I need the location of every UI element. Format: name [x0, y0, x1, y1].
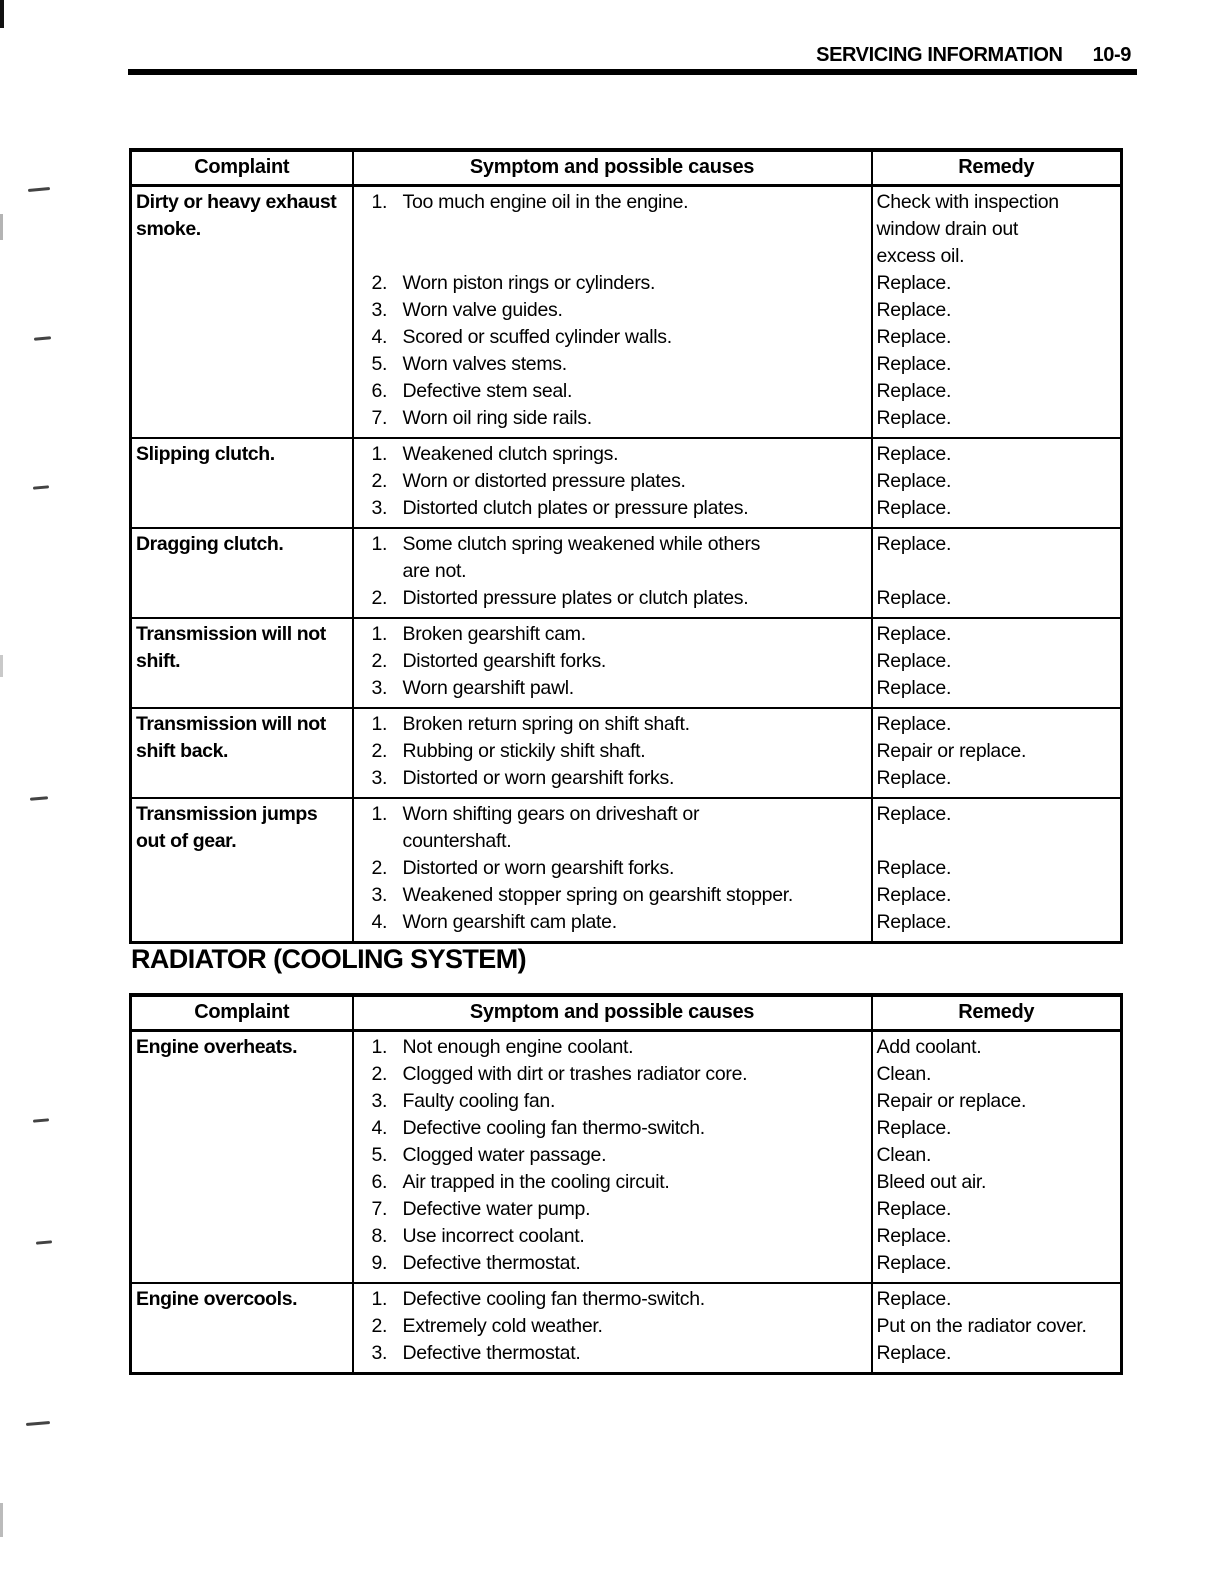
- symptom-text: Too much engine oil in the engine.: [402, 191, 689, 213]
- item-number: 2.: [371, 470, 388, 492]
- item-number: 5.: [371, 1144, 388, 1166]
- item-number: 1.: [371, 533, 388, 555]
- symptom-text: Some clutch spring weakened while others: [402, 533, 761, 555]
- remedy-line: Add coolant.: [876, 1036, 982, 1058]
- remedy-line: Replace.: [876, 677, 952, 699]
- remedy-line: Replace.: [876, 497, 952, 519]
- remedy-line: Replace.: [876, 380, 952, 402]
- item-number: 2.: [371, 650, 388, 672]
- item-number: 3.: [371, 767, 388, 789]
- remedy-line: Replace.: [876, 911, 952, 933]
- symptom-text: are not.: [402, 560, 467, 582]
- remedy-line: Check with inspection: [876, 191, 1059, 213]
- symptom-text: Worn gearshift cam plate.: [402, 911, 617, 933]
- scan-edge-artifact: [0, 214, 3, 240]
- item-number: 4.: [371, 1117, 388, 1139]
- item-number: 2.: [371, 1063, 388, 1085]
- symptom-text: Rubbing or stickily shift shaft.: [402, 740, 646, 762]
- symptom-text: Worn gearshift pawl.: [402, 677, 574, 699]
- table-row: [131, 438, 1122, 528]
- symptom-text: Weakened clutch springs.: [402, 443, 619, 465]
- symptom-line: [358, 441, 867, 468]
- symptom-line: [358, 495, 867, 522]
- remedy-line: Clean.: [876, 1144, 932, 1166]
- symptom-text: Air trapped in the cooling circuit.: [402, 1171, 670, 1193]
- scan-edge-artifact: [0, 1503, 3, 1537]
- symptom-line: [358, 216, 867, 243]
- symptom-text: Distorted clutch plates or pressure plates.: [402, 497, 749, 519]
- complaint-cell: Slipping clutch.: [131, 438, 353, 528]
- remedy-line: Replace.: [876, 587, 952, 609]
- remedy-cell: [872, 618, 1122, 708]
- remedy-cell: [872, 1283, 1122, 1374]
- remedy-line: Replace.: [876, 443, 952, 465]
- symptom-line: [358, 189, 867, 216]
- symptom-cell: [353, 798, 872, 943]
- symptom-line: [358, 1196, 867, 1223]
- symptom-cell: [353, 1031, 872, 1284]
- scan-mark-artifact: [36, 1240, 52, 1244]
- symptom-text: countershaft.: [402, 830, 512, 852]
- item-number: 2.: [371, 1315, 388, 1337]
- remedy-line: Replace.: [876, 1342, 952, 1364]
- item-number: 7.: [371, 407, 388, 429]
- item-number: 3.: [371, 677, 388, 699]
- symptom-text: Weakened stopper spring on gearshift stopper.: [402, 884, 793, 906]
- remedy-line: Replace.: [876, 767, 952, 789]
- symptom-line: [358, 270, 867, 297]
- item-number: 2.: [371, 740, 388, 762]
- symptom-text: Distorted gearshift forks.: [402, 650, 607, 672]
- symptom-text: Worn valve guides.: [402, 299, 563, 321]
- complaint-cell: Transmission will not shift back.: [131, 708, 353, 798]
- symptom-line: [358, 531, 867, 558]
- remedy-line: Repair or replace.: [876, 1090, 1027, 1112]
- symptom-line: [358, 378, 867, 405]
- symptom-cell: [353, 1283, 872, 1374]
- table-row: [131, 186, 1122, 439]
- remedy-line: Replace.: [876, 533, 952, 555]
- symptom-cell: [353, 186, 872, 439]
- table-header-row: [131, 150, 1122, 186]
- symptom-line: [358, 882, 867, 909]
- complaint-cell: Transmission jumps out of gear.: [131, 798, 353, 943]
- symptom-text: Faulty cooling fan.: [402, 1090, 556, 1112]
- symptom-line: [358, 324, 867, 351]
- symptom-text: Use incorrect coolant.: [402, 1225, 585, 1247]
- symptom-line: [358, 648, 867, 675]
- item-number: 4.: [371, 326, 388, 348]
- symptom-text: Not enough engine coolant.: [402, 1036, 634, 1058]
- scan-mark-artifact: [30, 796, 48, 801]
- remedy-line: Replace.: [876, 884, 952, 906]
- column-header-complaint: Complaint: [131, 150, 353, 186]
- symptom-cell: [353, 438, 872, 528]
- remedy-line: Replace.: [876, 470, 952, 492]
- item-number: 2.: [371, 587, 388, 609]
- symptom-text: Defective stem seal.: [402, 380, 573, 402]
- remedy-line: Replace.: [876, 1198, 952, 1220]
- table-row: [131, 798, 1122, 943]
- remedy-line: Clean.: [876, 1063, 932, 1085]
- symptom-text: Clogged water passage.: [402, 1144, 607, 1166]
- symptom-line: [358, 1061, 867, 1088]
- complaint-cell: Dirty or heavy exhaust smoke.: [131, 186, 353, 439]
- item-number: 8.: [371, 1225, 388, 1247]
- remedy-line: Replace.: [876, 857, 952, 879]
- item-number: 7.: [371, 1198, 388, 1220]
- item-number: 6.: [371, 1171, 388, 1193]
- symptom-line: [358, 1223, 867, 1250]
- remedy-line: Replace.: [876, 299, 952, 321]
- header-title: SERVICING INFORMATION: [816, 44, 1063, 66]
- item-number: 4.: [371, 911, 388, 933]
- symptom-line: [358, 351, 867, 378]
- symptom-text: Worn piston rings or cylinders.: [402, 272, 656, 294]
- symptom-line: [358, 1115, 867, 1142]
- item-number: 3.: [371, 1342, 388, 1364]
- remedy-cell: [872, 186, 1122, 439]
- symptom-line: [358, 855, 867, 882]
- scan-mark-artifact: [28, 187, 50, 192]
- symptom-line: [358, 711, 867, 738]
- symptom-line: [358, 1169, 867, 1196]
- symptom-line: [358, 468, 867, 495]
- item-number: 9.: [371, 1252, 388, 1274]
- symptom-text: Defective thermostat.: [402, 1252, 581, 1274]
- remedy-line: Replace.: [876, 272, 952, 294]
- symptom-text: Distorted or worn gearshift forks.: [402, 857, 675, 879]
- item-number: 1.: [371, 1288, 388, 1310]
- item-number: 1.: [371, 443, 388, 465]
- symptom-text: Worn oil ring side rails.: [402, 407, 592, 429]
- symptom-text: Broken return spring on shift shaft.: [402, 713, 690, 735]
- engine-transmission-troubleshooting-table: [129, 148, 1123, 944]
- remedy-cell: [872, 798, 1122, 943]
- symptom-line: [358, 405, 867, 432]
- symptom-line: [358, 801, 867, 828]
- column-header-remedy: Remedy: [872, 995, 1122, 1031]
- symptom-line: [358, 909, 867, 936]
- remedy-line: [877, 558, 1117, 585]
- remedy-line: [877, 828, 1117, 855]
- remedy-cell: [872, 1031, 1122, 1284]
- scan-mark-artifact: [33, 1118, 49, 1122]
- remedy-line: Replace.: [876, 1117, 952, 1139]
- symptom-line: [358, 1088, 867, 1115]
- table-row: [131, 1031, 1122, 1284]
- remedy-line: Replace.: [876, 803, 952, 825]
- item-number: 2.: [371, 857, 388, 879]
- column-header-complaint: Complaint: [131, 995, 353, 1031]
- table-row: [131, 618, 1122, 708]
- symptom-text: Scored or scuffed cylinder walls.: [402, 326, 672, 348]
- scan-mark-artifact: [26, 1421, 50, 1426]
- symptom-line: [358, 738, 867, 765]
- table-row: [131, 528, 1122, 618]
- symptom-line: [358, 1286, 867, 1313]
- item-number: 2.: [371, 272, 388, 294]
- item-number: 1.: [371, 1036, 388, 1058]
- column-header-symptom: Symptom and possible causes: [353, 150, 872, 186]
- remedy-line: Replace.: [876, 353, 952, 375]
- symptom-line: [358, 558, 867, 585]
- remedy-line: Replace.: [876, 1288, 952, 1310]
- item-number: 1.: [371, 713, 388, 735]
- item-number: 3.: [371, 497, 388, 519]
- symptom-line: [358, 828, 867, 855]
- symptom-text: Broken gearshift cam.: [402, 623, 586, 645]
- symptom-line: [358, 1250, 867, 1277]
- symptom-text: Worn valves stems.: [402, 353, 567, 375]
- symptom-text: Defective thermostat.: [402, 1342, 581, 1364]
- symptom-text: Distorted or worn gearshift forks.: [402, 767, 675, 789]
- item-number: 1.: [371, 803, 388, 825]
- remedy-line: excess oil.: [876, 245, 965, 267]
- column-header-remedy: Remedy: [872, 150, 1122, 186]
- symptom-cell: [353, 618, 872, 708]
- symptom-text: Defective cooling fan thermo-switch.: [402, 1117, 705, 1139]
- symptom-text: Worn or distorted pressure plates.: [402, 470, 686, 492]
- header-rule: [128, 69, 1137, 75]
- remedy-line: window drain out: [876, 218, 1019, 240]
- symptom-line: [358, 1313, 867, 1340]
- symptom-line: [358, 621, 867, 648]
- symptom-text: Defective water pump.: [402, 1198, 591, 1220]
- remedy-cell: [872, 708, 1122, 798]
- page-number: 10-9: [1092, 44, 1131, 66]
- symptom-text: Worn shifting gears on driveshaft or: [402, 803, 700, 825]
- table-row: [131, 1283, 1122, 1374]
- column-header-symptom: Symptom and possible causes: [353, 995, 872, 1031]
- symptom-cell: [353, 528, 872, 618]
- remedy-line: Replace.: [876, 713, 952, 735]
- remedy-line: Replace.: [876, 650, 952, 672]
- scan-mark-artifact: [34, 336, 51, 340]
- item-number: 6.: [371, 380, 388, 402]
- remedy-line: Replace.: [876, 1252, 952, 1274]
- page-header: [816, 44, 1131, 67]
- remedy-line: Put on the radiator cover.: [876, 1315, 1087, 1337]
- item-number: 3.: [371, 884, 388, 906]
- remedy-line: Replace.: [876, 407, 952, 429]
- symptom-text: Clogged with dirt or trashes radiator core.: [402, 1063, 748, 1085]
- scan-edge-artifact: [0, 655, 3, 677]
- symptom-line: [358, 243, 867, 270]
- item-number: 5.: [371, 353, 388, 375]
- symptom-cell: [353, 708, 872, 798]
- complaint-cell: Engine overcools.: [131, 1283, 353, 1374]
- symptom-line: [358, 297, 867, 324]
- table-row: [131, 708, 1122, 798]
- remedy-line: Repair or replace.: [876, 740, 1027, 762]
- remedy-line: Bleed out air.: [876, 1171, 987, 1193]
- item-number: 1.: [371, 191, 388, 213]
- remedy-line: Replace.: [876, 1225, 952, 1247]
- item-number: 3.: [371, 1090, 388, 1112]
- symptom-text: Defective cooling fan thermo-switch.: [402, 1288, 705, 1310]
- remedy-cell: [872, 528, 1122, 618]
- table-header-row: [131, 995, 1122, 1031]
- symptom-line: [358, 765, 867, 792]
- complaint-cell: Engine overheats.: [131, 1031, 353, 1284]
- symptom-line: [358, 675, 867, 702]
- symptom-line: [358, 585, 867, 612]
- symptom-line: [358, 1034, 867, 1061]
- symptom-text: Extremely cold weather.: [402, 1315, 603, 1337]
- radiator-troubleshooting-table: [129, 993, 1123, 1375]
- complaint-cell: Transmission will not shift.: [131, 618, 353, 708]
- symptom-line: [358, 1142, 867, 1169]
- item-number: 3.: [371, 299, 388, 321]
- scan-edge-artifact: [0, 0, 4, 28]
- symptom-text: Distorted pressure plates or clutch plates.: [402, 587, 749, 609]
- remedy-line: Replace.: [876, 623, 952, 645]
- item-number: 1.: [371, 623, 388, 645]
- remedy-cell: [872, 438, 1122, 528]
- section-heading: RADIATOR (COOLING SYSTEM): [131, 944, 526, 974]
- remedy-line: Replace.: [876, 326, 952, 348]
- scan-mark-artifact: [33, 485, 49, 489]
- complaint-cell: Dragging clutch.: [131, 528, 353, 618]
- symptom-line: [358, 1340, 867, 1367]
